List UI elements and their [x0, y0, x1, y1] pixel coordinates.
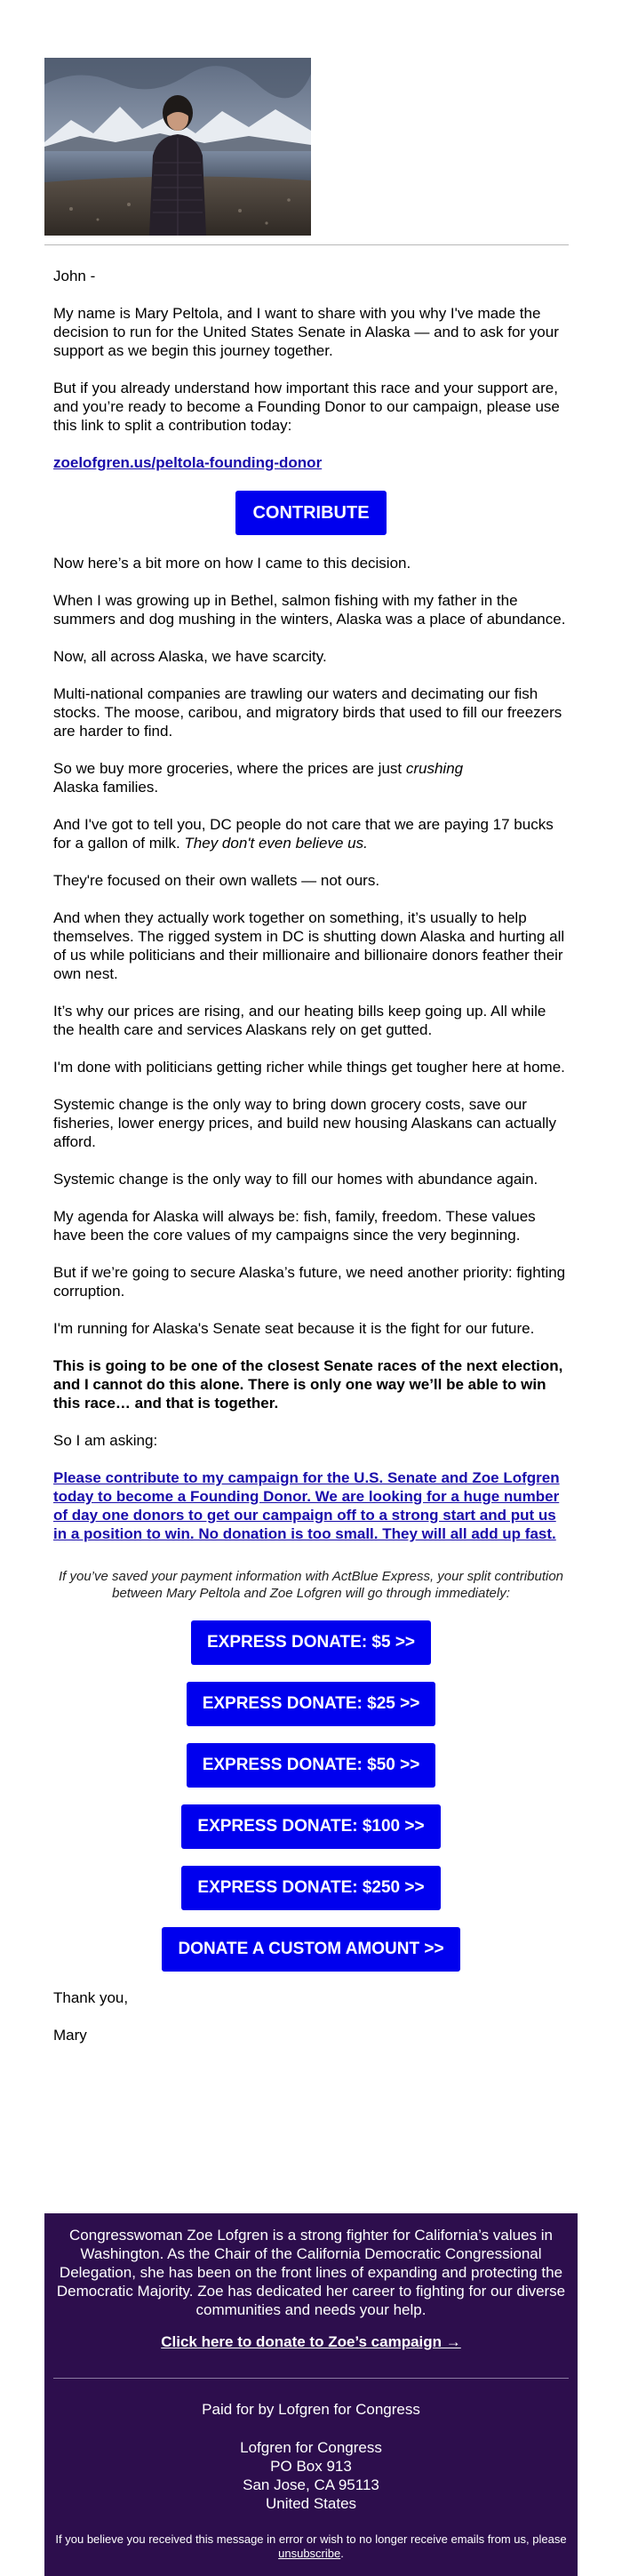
hero-photo — [44, 58, 311, 236]
unsubscribe-notice — [44, 2532, 578, 2561]
paragraph: They're focused on their own wallets — not ours. — [53, 872, 380, 889]
donate-custom-amount-button[interactable]: DONATE A CUSTOM AMOUNT >> — [162, 1927, 459, 1972]
founding-donor-cta-link[interactable]: Please contribute to my campaign for the U.S. Senate and Zoe Lofgren today to become a Founding Donor. We are looking for a huge number of day one donors to get our campaign off to a strong start and put us in a position to win. No donation is too small. They will all add up fast. — [53, 1469, 560, 1542]
paid-for-by: Paid for by Lofgren for Congress — [202, 2401, 420, 2418]
paragraph: My name is Mary Peltola, and I want to share with you why I've made the decision to run for the United States Senate in Alaska — and to ask for your support as we begin this journey together. — [53, 305, 559, 359]
emphasis-span: crushing — [405, 760, 464, 777]
express-donate-5-button[interactable]: EXPRESS DONATE: $5 >> — [191, 1620, 431, 1665]
paragraph-bold: This is going to be one of the closest Senate races of the next election, and I cannot do this alone. There is only one way we’ll be able to win this race… and that is together. — [53, 1357, 563, 1412]
text-span: Alaska families. — [53, 779, 159, 796]
express-note: If you’ve saved your payment information with ActBlue Express, your split contribution between Mary Peltola and Zoe Lofgren will go through immediately: — [58, 1569, 564, 1601]
mailing-address — [44, 2438, 578, 2513]
express-row — [53, 1866, 569, 1910]
cta-link-row — [53, 1468, 569, 1543]
address-line: Lofgren for Congress — [240, 2439, 382, 2456]
founding-donor-link-row — [53, 453, 569, 472]
text-span: And I've got to tell you, DC people do not care that we are paying 17 bucks for a gallon of milk. — [53, 816, 554, 852]
paragraph: It’s why our prices are rising, and our heating bills keep going up. All while the health care and services Alaskans rely on get gutted. — [53, 1003, 546, 1038]
unsub-text: If you believe you received this message in error or wish to no longer receive emails from us, please — [55, 2532, 567, 2546]
signoff-thanks: Thank you, — [53, 1989, 129, 2006]
footer-intro: Congresswoman Zoe Lofgren is a strong fighter for California’s values in Washington. As the Chair of the California Democratic Congressional Delegation, she has been on the front lines of expanding and protecting the Democratic Majority. Zoe has dedicated her career to fighting for our diverse communities and needs your help. — [56, 2227, 566, 2318]
paragraph: And when they actually work together on something, it’s usually to help themselves. The rigged system in DC is shutting down Alaska and hurting all of us while politicians and their millionaire and billionaire donors feather their own nest. — [53, 909, 565, 982]
paragraph: So I am asking: — [53, 1432, 158, 1449]
express-row — [53, 1743, 569, 1788]
express-row — [53, 1927, 569, 1972]
paragraph: But if we’re going to secure Alaska’s future, we need another priority: fighting corruption. — [53, 1264, 566, 1300]
footer-divider — [53, 2378, 569, 2379]
hero-photo-illustration — [44, 58, 311, 236]
paragraph: Now, all across Alaska, we have scarcity. — [53, 648, 327, 665]
contribute-button[interactable]: CONTRIBUTE — [235, 491, 387, 535]
address-line: United States — [265, 2495, 357, 2512]
express-row — [53, 1620, 569, 1665]
express-row — [53, 1682, 569, 1726]
footer — [44, 2213, 578, 2576]
contribute-row — [53, 491, 569, 535]
salutation: John - — [53, 268, 96, 284]
paragraph: Systemic change is the only way to fill our homes with abundance again. — [53, 1171, 538, 1188]
express-donate-250-button[interactable]: EXPRESS DONATE: $250 >> — [181, 1866, 440, 1910]
paragraph — [53, 759, 569, 796]
unsub-end: . — [340, 2547, 344, 2560]
paragraph: When I was growing up in Bethel, salmon fishing with my father in the summers and dog mushing in the winters, Alaska was a place of abundance. — [53, 592, 566, 628]
paragraph: But if you already understand how important this race and your support are, and you’re ready to become a Founding Donor to our campaign, please use this link to split a contribution today: — [53, 380, 560, 434]
express-donate-25-button[interactable]: EXPRESS DONATE: $25 >> — [187, 1682, 436, 1726]
paragraph: I'm done with politicians getting richer while things get tougher here at home. — [53, 1059, 565, 1076]
emphasis-span: They don't even believe us. — [184, 835, 368, 852]
paragraph: I'm running for Alaska's Senate seat because it is the fight for our future. — [53, 1320, 535, 1337]
paragraph: Multi-national companies are trawling our waters and decimating our fish stocks. The moose, caribou, and migratory birds that used to fill our freezers are harder to find. — [53, 685, 562, 740]
paragraph: Systemic change is the only way to bring down grocery costs, save our fisheries, lower energy prices, and build new housing Alaskans can actually afford. — [53, 1096, 557, 1150]
address-line: PO Box 913 — [270, 2458, 352, 2475]
header-divider — [44, 244, 569, 245]
zoe-donate-link[interactable]: Click here to donate to Zoe’s campaign → — [161, 2333, 461, 2350]
paragraph — [53, 815, 569, 852]
paragraph: Now here’s a bit more on how I came to this decision. — [53, 555, 411, 572]
paragraph: My agenda for Alaska will always be: fish, family, freedom. These values have been the core values of my campaigns since the very beginning. — [53, 1208, 536, 1244]
address-line: San Jose, CA 95113 — [243, 2476, 379, 2493]
express-donate-100-button[interactable]: EXPRESS DONATE: $100 >> — [181, 1804, 440, 1849]
founding-donor-link[interactable]: zoelofgren.us/peltola-founding-donor — [53, 454, 323, 471]
signoff-name: Mary — [53, 2027, 87, 2044]
express-row — [53, 1804, 569, 1849]
text-span: So we buy more groceries, where the prices are just — [53, 760, 406, 777]
email-body — [53, 267, 569, 2063]
unsubscribe-link[interactable]: unsubscribe — [278, 2547, 341, 2560]
express-donate-50-button[interactable]: EXPRESS DONATE: $50 >> — [187, 1743, 436, 1788]
